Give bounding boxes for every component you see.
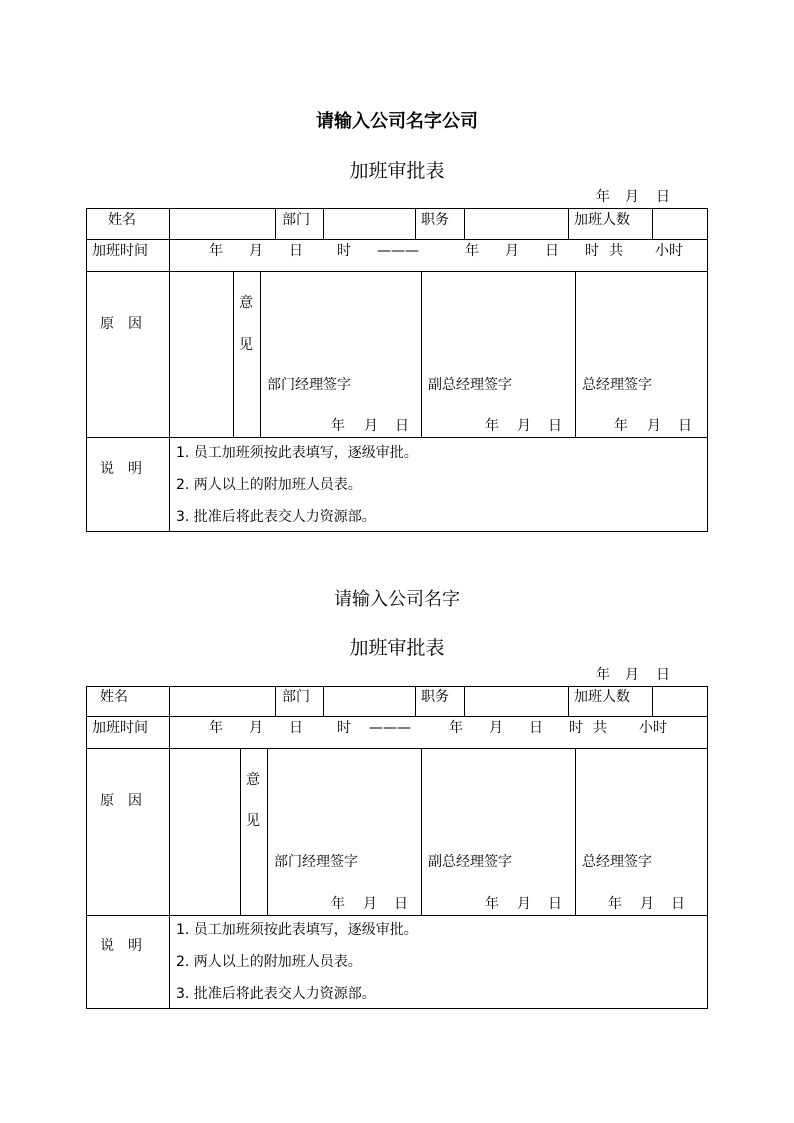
label-dept: 部门 xyxy=(282,212,310,228)
time-h2: 时 xyxy=(569,720,583,736)
label-count: 加班人数 xyxy=(574,689,630,705)
note-item-1: 1. 员工加班须按此表填写，逐级审批。 xyxy=(176,922,418,938)
time-total: 共 xyxy=(609,243,623,259)
time-y2: 年 xyxy=(449,720,463,736)
label-notes: 说 明 xyxy=(100,461,142,477)
date-month: 月 xyxy=(625,667,639,683)
sign-gm: 总经理签字 xyxy=(582,377,652,393)
opinion-char-2: 见 xyxy=(239,337,253,353)
opinion-char-2: 见 xyxy=(246,813,260,829)
note-item-1: 1. 员工加班须按此表填写，逐级审批。 xyxy=(176,445,418,461)
time-y2: 年 xyxy=(465,243,479,259)
time-h1: 时 xyxy=(337,243,351,259)
time-d2: 日 xyxy=(545,243,559,259)
time-hours: 小时 xyxy=(639,720,667,736)
sign2-year: 年 xyxy=(485,896,499,912)
time-total: 共 xyxy=(593,720,607,736)
sign-dept-manager: 部门经理签字 xyxy=(274,854,358,870)
time-h2: 时 xyxy=(585,243,599,259)
label-count: 加班人数 xyxy=(574,212,630,228)
sign3-year: 年 xyxy=(608,896,622,912)
label-notes: 说 明 xyxy=(100,938,142,954)
sign1-year: 年 xyxy=(331,896,345,912)
sign-dept-manager: 部门经理签字 xyxy=(267,377,351,393)
form-title: 加班审批表 xyxy=(349,637,445,659)
sign1-year: 年 xyxy=(331,418,345,434)
opinion-char-1: 意 xyxy=(246,772,260,788)
time-dash: ——— xyxy=(369,720,411,736)
time-y1: 年 xyxy=(209,243,223,259)
sign1-day: 日 xyxy=(394,896,408,912)
note-item-3: 3. 批准后将此表交人力资源部。 xyxy=(176,509,376,525)
opinion-char-1: 意 xyxy=(239,295,253,311)
label-reason: 原 因 xyxy=(100,316,142,332)
date-day: 日 xyxy=(656,667,670,683)
time-m1: 月 xyxy=(249,720,263,736)
sign1-month: 月 xyxy=(363,896,377,912)
label-name: 姓名 xyxy=(100,689,128,705)
sign-vice-gm: 副总经理签字 xyxy=(428,854,512,870)
sign3-year: 年 xyxy=(614,418,628,434)
company-name: 请输入公司名字公司 xyxy=(316,111,478,132)
time-m1: 月 xyxy=(249,243,263,259)
date-year: 年 xyxy=(596,667,610,683)
sign1-month: 月 xyxy=(364,418,378,434)
time-y1: 年 xyxy=(209,720,223,736)
sign3-month: 月 xyxy=(647,418,661,434)
label-overtime-time: 加班时间 xyxy=(92,720,148,736)
time-m2: 月 xyxy=(505,243,519,259)
sign3-day: 日 xyxy=(671,896,685,912)
sign3-month: 月 xyxy=(640,896,654,912)
company-name: 请输入公司名字 xyxy=(334,589,460,610)
date-month: 月 xyxy=(625,189,639,205)
sign-vice-gm: 副总经理签字 xyxy=(428,377,512,393)
note-item-3: 3. 批准后将此表交人力资源部。 xyxy=(176,986,376,1002)
label-dept: 部门 xyxy=(282,689,310,705)
time-hours: 小时 xyxy=(655,243,683,259)
sign2-month: 月 xyxy=(517,418,531,434)
label-overtime-time: 加班时间 xyxy=(92,243,148,259)
label-name: 姓名 xyxy=(108,212,136,228)
time-m2: 月 xyxy=(489,720,503,736)
sign2-day: 日 xyxy=(548,418,562,434)
label-position: 职务 xyxy=(421,689,449,705)
time-dash: ——— xyxy=(377,243,419,259)
sign2-day: 日 xyxy=(548,896,562,912)
sign-gm: 总经理签字 xyxy=(582,854,652,870)
label-reason: 原 因 xyxy=(100,793,142,809)
sign3-day: 日 xyxy=(678,418,692,434)
form-title: 加班审批表 xyxy=(349,160,445,182)
date-year: 年 xyxy=(596,189,610,205)
time-d1: 日 xyxy=(289,243,303,259)
note-item-2: 2. 两人以上的附加班人员表。 xyxy=(176,954,362,970)
time-d1: 日 xyxy=(289,720,303,736)
sign2-year: 年 xyxy=(485,418,499,434)
time-h1: 时 xyxy=(337,720,351,736)
label-position: 职务 xyxy=(421,212,449,228)
time-d2: 日 xyxy=(529,720,543,736)
sign2-month: 月 xyxy=(517,896,531,912)
note-item-2: 2. 两人以上的附加班人员表。 xyxy=(176,477,362,493)
sign1-day: 日 xyxy=(395,418,409,434)
date-day: 日 xyxy=(656,189,670,205)
